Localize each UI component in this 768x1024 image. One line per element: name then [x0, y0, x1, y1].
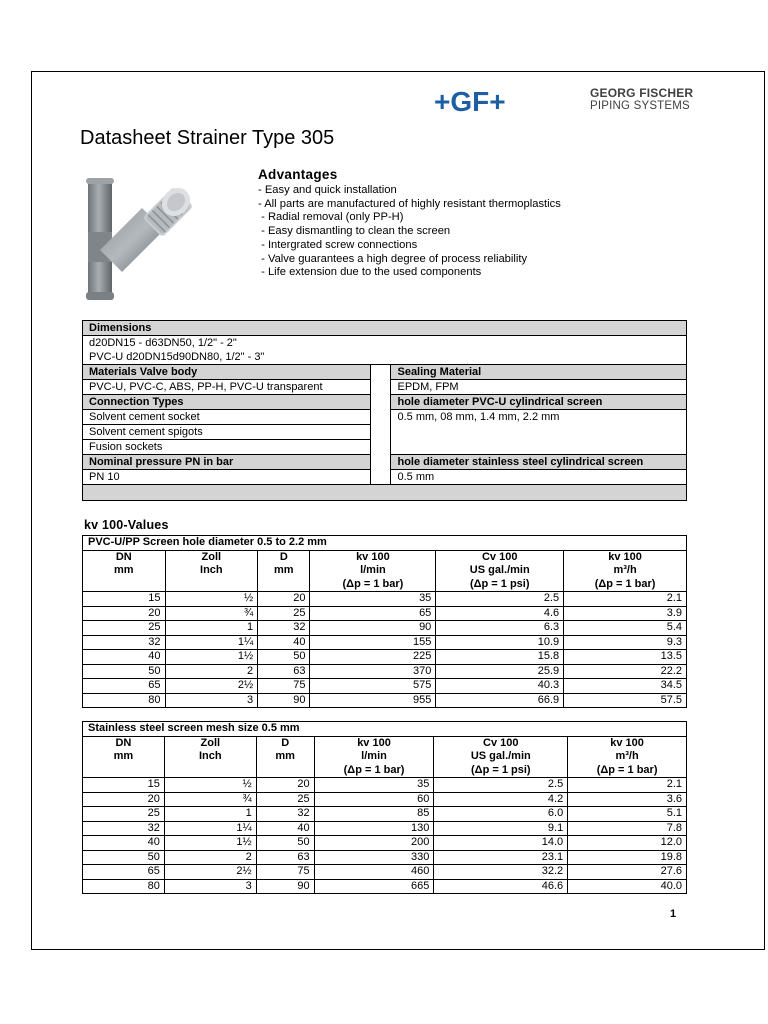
spec-footer-bar: [83, 485, 687, 501]
table-cell: 225: [310, 650, 436, 665]
table-cell: 23.1: [434, 850, 568, 865]
table-cell: 57.5: [564, 693, 687, 708]
kv-table-pvc: [82, 535, 687, 708]
column-header: Cv 100 US gal./min (Δp = 1 psi): [436, 550, 564, 592]
table-cell: 20: [258, 592, 310, 607]
table-cell: 9.3: [564, 635, 687, 650]
page-title: Datasheet Strainer Type 305: [80, 127, 335, 149]
table-cell: 34.5: [564, 679, 687, 694]
list-item: - Valve guarantees a high degree of process reliability: [258, 252, 528, 265]
list-item: - Intergrated screw connections: [258, 238, 418, 251]
column-header: kv 100 m³/h (Δp = 1 bar): [564, 550, 687, 592]
table-caption: Stainless steel screen mesh size 0.5 mm: [83, 722, 687, 737]
table-cell: 10.9: [436, 635, 564, 650]
table-row: [83, 807, 687, 822]
table-cell: 5.4: [564, 621, 687, 636]
strainer-product-image: [82, 172, 198, 302]
pressure-label: Nominal pressure PN in bar: [83, 455, 371, 470]
table-cell: 50: [83, 664, 166, 679]
table-cell: 1¼: [165, 635, 258, 650]
hole-ss-label: hole diameter stainless steel cylindrical screen: [391, 455, 687, 470]
table-cell: 90: [256, 879, 314, 894]
page-number: 1: [670, 908, 677, 920]
connection-value-1: Solvent cement socket: [83, 410, 371, 425]
table-cell: 370: [310, 664, 436, 679]
advantages-list: [258, 184, 561, 280]
kv-table-stainless: [82, 721, 687, 894]
table-row: [83, 792, 687, 807]
table-cell: 85: [314, 807, 434, 822]
list-item: - Easy and quick installation: [258, 184, 397, 196]
table-row: [83, 836, 687, 851]
table-cell: 50: [83, 850, 165, 865]
column-header: D mm: [258, 550, 310, 592]
table-cell: 25.9: [436, 664, 564, 679]
column-header: DN mm: [83, 736, 165, 778]
table-cell: 63: [256, 850, 314, 865]
table-cell: 20: [83, 792, 165, 807]
table-cell: 665: [314, 879, 434, 894]
table-cell: 1½: [164, 836, 256, 851]
table-cell: 50: [256, 836, 314, 851]
dimensions-value-1: d20DN15 - d63DN50, 1/2" - 2": [83, 336, 687, 351]
table-cell: 32.2: [434, 865, 568, 880]
table-cell: 15: [83, 778, 165, 793]
table-cell: 46.6: [434, 879, 568, 894]
table-cell: 330: [314, 850, 434, 865]
advantages-heading: Advantages: [258, 167, 338, 182]
column-header: kv 100 l/min (Δp = 1 bar): [314, 736, 434, 778]
table-row: [83, 621, 687, 636]
table-cell: 60: [314, 792, 434, 807]
table-cell: 20: [256, 778, 314, 793]
table-cell: 1: [164, 807, 256, 822]
table-cell: 9.1: [434, 821, 568, 836]
table-cell: 6.0: [434, 807, 568, 822]
table-cell: 2: [164, 850, 256, 865]
table-cell: 19.8: [568, 850, 687, 865]
table-row: [83, 679, 687, 694]
table-cell: 130: [314, 821, 434, 836]
table-cell: 25: [256, 792, 314, 807]
table-cell: 90: [258, 693, 310, 708]
table-cell: 12.0: [568, 836, 687, 851]
list-item: - Life extension due to the used components: [258, 266, 482, 279]
table-row: [83, 821, 687, 836]
hole-pvc-label: hole diameter PVC-U cylindrical screen: [391, 395, 687, 410]
table-row: [83, 778, 687, 793]
column-header: Zoll Inch: [165, 550, 258, 592]
table-cell: 35: [314, 778, 434, 793]
table-row: [83, 850, 687, 865]
table-cell: 14.0: [434, 836, 568, 851]
table-row: [83, 879, 687, 894]
table-row: [83, 693, 687, 708]
pressure-value: PN 10: [83, 470, 371, 485]
column-header: DN mm: [83, 550, 166, 592]
column-header: D mm: [256, 736, 314, 778]
table-row: [83, 635, 687, 650]
dimensions-value-2: PVC-U d20DN15d90DN80, 1/2" - 3": [83, 350, 687, 365]
table-cell: 65: [83, 865, 165, 880]
table-row: [83, 650, 687, 665]
table-cell: 1¼: [164, 821, 256, 836]
table-cell: 5.1: [568, 807, 687, 822]
table-cell: 25: [258, 606, 310, 621]
table-cell: 1½: [165, 650, 258, 665]
table-cell: 32: [256, 807, 314, 822]
table-cell: 4.6: [436, 606, 564, 621]
brand-subtitle: PIPING SYSTEMS: [590, 100, 690, 112]
spec-table: [82, 320, 687, 501]
table-cell: 3: [165, 693, 258, 708]
table-cell: 15: [83, 592, 166, 607]
sealing-value: EPDM, FPM: [391, 380, 687, 395]
table-cell: 27.6: [568, 865, 687, 880]
connection-value-3: Fusion sockets: [83, 440, 371, 455]
table-cell: 32: [83, 635, 166, 650]
table-cell: 155: [310, 635, 436, 650]
table-row: [83, 592, 687, 607]
table-cell: ¾: [164, 792, 256, 807]
table-cell: ¾: [165, 606, 258, 621]
table-cell: 3.6: [568, 792, 687, 807]
gf-logo: +GF+: [434, 86, 506, 117]
column-header: Cv 100 US gal./min (Δp = 1 psi): [434, 736, 568, 778]
table-cell: 2½: [164, 865, 256, 880]
table-cell: 35: [310, 592, 436, 607]
table-cell: 63: [258, 664, 310, 679]
table-cell: 2.1: [564, 592, 687, 607]
materials-value: PVC-U, PVC-C, ABS, PP-H, PVC-U transparent: [83, 380, 371, 395]
table-cell: 66.9: [436, 693, 564, 708]
table-cell: 32: [83, 821, 165, 836]
table-cell: 65: [310, 606, 436, 621]
materials-label: Materials Valve body: [83, 365, 371, 380]
table-cell: 40: [83, 836, 165, 851]
table-cell: 40.0: [568, 879, 687, 894]
table-cell: 75: [258, 679, 310, 694]
table-cell: 20: [83, 606, 166, 621]
table-cell: 13.5: [564, 650, 687, 665]
hole-ss-value: 0.5 mm: [391, 470, 687, 485]
sealing-label: Sealing Material: [391, 365, 687, 380]
table-cell: 2.5: [434, 778, 568, 793]
table-cell: 15.8: [436, 650, 564, 665]
column-header: Zoll Inch: [164, 736, 256, 778]
kv-values-heading: kv 100-Values: [84, 518, 169, 532]
table-cell: 575: [310, 679, 436, 694]
column-header: kv 100 l/min (Δp = 1 bar): [310, 550, 436, 592]
table-cell: 200: [314, 836, 434, 851]
list-item: - All parts are manufactured of highly resistant thermoplastics: [258, 197, 561, 210]
table-cell: ½: [164, 778, 256, 793]
table-cell: 75: [256, 865, 314, 880]
column-header: kv 100 m³/h (Δp = 1 bar): [568, 736, 687, 778]
table-cell: 2.5: [436, 592, 564, 607]
table-cell: 80: [83, 879, 165, 894]
table-cell: 40: [83, 650, 166, 665]
table-cell: 6.3: [436, 621, 564, 636]
brand-name: GEORG FISCHER: [590, 86, 694, 100]
table-cell: 2: [165, 664, 258, 679]
hole-pvc-value: 0.5 mm, 08 mm, 1.4 mm, 2.2 mm: [391, 410, 687, 455]
table-cell: 90: [310, 621, 436, 636]
list-item: - Radial removal (only PP-H): [258, 211, 404, 224]
table-cell: 22.2: [564, 664, 687, 679]
dimensions-label: Dimensions: [83, 321, 687, 336]
table-cell: 1: [165, 621, 258, 636]
table-row: [83, 865, 687, 880]
table-cell: 25: [83, 621, 166, 636]
table-caption: PVC-U/PP Screen hole diameter 0.5 to 2.2 mm: [83, 536, 687, 551]
table-cell: 65: [83, 679, 166, 694]
table-cell: 955: [310, 693, 436, 708]
table-cell: 80: [83, 693, 166, 708]
table-row: [83, 664, 687, 679]
table-cell: 3: [164, 879, 256, 894]
list-item: - Easy dismantling to clean the screen: [258, 225, 451, 238]
table-cell: 40: [258, 635, 310, 650]
connection-value-2: Solvent cement spigots: [83, 425, 371, 440]
table-cell: 2.1: [568, 778, 687, 793]
table-row: [83, 606, 687, 621]
table-cell: 2½: [165, 679, 258, 694]
table-cell: 50: [258, 650, 310, 665]
connection-label: Connection Types: [83, 395, 371, 410]
table-cell: 4.2: [434, 792, 568, 807]
table-cell: 460: [314, 865, 434, 880]
table-cell: 25: [83, 807, 165, 822]
table-cell: 3.9: [564, 606, 687, 621]
table-cell: 32: [258, 621, 310, 636]
table-cell: 40.3: [436, 679, 564, 694]
table-cell: ½: [165, 592, 258, 607]
table-cell: 40: [256, 821, 314, 836]
table-cell: 7.8: [568, 821, 687, 836]
